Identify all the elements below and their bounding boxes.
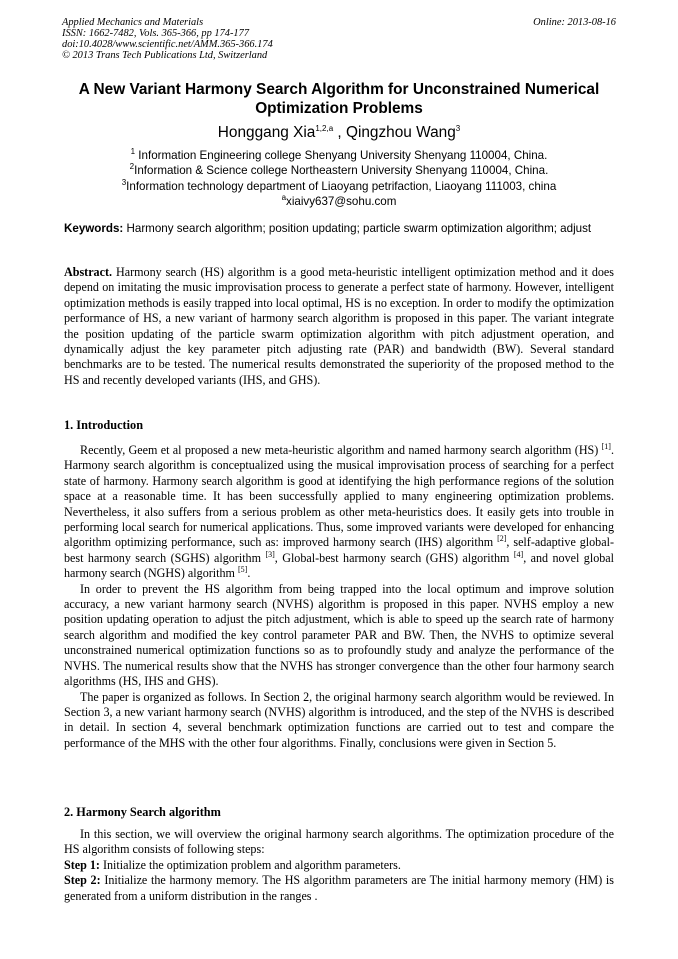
email-mark: a bbox=[281, 193, 287, 203]
keywords-text: Harmony search algorithm; position updating; particle swarm optimization algorithm; adjust bbox=[123, 222, 592, 235]
author-2: Qingzhou Wang bbox=[345, 124, 456, 141]
affiliation-2-text: Information & Science college Northeastern University Shenyang 110004, China. bbox=[134, 164, 549, 178]
citation-3: [3] bbox=[265, 549, 275, 559]
email-text: xiaivy637@sohu.com bbox=[286, 194, 397, 208]
paper-title: A New Variant Harmony Search Algorithm for Unconstrained Numerical Optimization Problems bbox=[78, 81, 600, 117]
intro-p1-text-b: . Harmony search algorithm is conceptualized using the musical improvisation process of searching for a perfect state of harmony. Harmony search algorithm is good at identifying the high performance regions of the solution space at a reasonable time. It has been successfully applied to many engineering optimization problems. Nevertheless, it also suffers from a serious problem as other meta-heuristics does. It easily gets into trouble in performing local search for numerical applications. Thus, some improved variants were developed for enhancing algorithm optimizing performance, such as: improved harmony search (IHS) algorithm bbox=[64, 443, 614, 550]
author-separator: , bbox=[333, 124, 346, 141]
intro-paragraph-1 bbox=[64, 443, 614, 582]
abstract-text: Harmony search (HS) algorithm is a good meta-heuristic intelligent optimization method and it does depend on imitating the music improvisation process to generate a perfect state of harmony. However, intelligent optimization methods is easily trapped into local optimal, HS is no exception. In order to modify the optimization performance of HS, a new variant of harmony search algorithm is proposed in this paper. The variant integrate the position updating of the particle swarm optimization algorithm with pitch adjustment operation, and dynamically adjust the key parameter pitch adjusting rate (PAR) and bandwidth (BW). Several standard benchmarks are to be tested. The numerical results demonstrated the superiority of the proposed method to the HS and recently developed variants (IHS, and GHS). bbox=[64, 265, 614, 387]
affiliation-1 bbox=[40, 148, 638, 163]
step-1-label: Step 1: bbox=[64, 857, 100, 872]
issn-line: ISSN: 1662-7482, Vols. 365-366, pp 174-177 bbox=[62, 28, 250, 39]
citation-1: [1] bbox=[601, 441, 611, 451]
author-line bbox=[40, 123, 638, 142]
online-date: Online: 2013-08-16 bbox=[533, 17, 616, 28]
affiliation-2-mark: 2 bbox=[129, 162, 135, 172]
hs-paragraph-1: In this section, we will overview the original harmony search algorithms. The optimization procedure of the HS algorithm consists of following steps: bbox=[64, 827, 614, 857]
intro-p1-text-a: Recently, Geem et al proposed a new meta-heuristic algorithm and named harmony search algorithm (HS) bbox=[80, 443, 602, 457]
copyright-line: © 2013 Trans Tech Publications Ltd, Switzerland bbox=[62, 50, 268, 61]
author-2-affil: 3 bbox=[455, 123, 461, 133]
author-email bbox=[40, 194, 638, 209]
author-1-affil: 1,2,a bbox=[315, 123, 334, 133]
keywords-label: Keywords: bbox=[64, 222, 124, 235]
step-2-label: Step 2: bbox=[64, 873, 101, 888]
affiliation-1-text: Information Engineering college Shenyang University Shenyang 110004, China. bbox=[135, 149, 548, 162]
intro-p1-text-f: . bbox=[247, 566, 251, 581]
doi-line: doi:10.4028/www.scientific.net/AMM.365-366.174 bbox=[62, 39, 273, 50]
affiliation-3-text: Information technology department of Liaoyang petrifaction, Liaoyang 111003, china bbox=[126, 179, 557, 193]
section-1-body bbox=[64, 443, 614, 751]
affiliation-2 bbox=[40, 163, 638, 178]
step-1-text: Initialize the optimization problem and algorithm parameters. bbox=[99, 857, 401, 872]
affiliation-3 bbox=[40, 179, 638, 194]
journal-name: Applied Mechanics and Materials bbox=[62, 17, 204, 28]
author-1: Honggang Xia bbox=[217, 124, 316, 141]
keywords bbox=[64, 222, 614, 237]
step-2-text: Initialize the harmony memory. The HS algorithm parameters are The initial harmony memory (HM) is generated from a uniform distribution in the ranges . bbox=[64, 873, 614, 903]
section-2-body bbox=[64, 827, 614, 904]
step-1 bbox=[64, 858, 614, 873]
intro-paragraph-2: In order to prevent the HS algorithm from being trapped into the local optimum and improve solution accuracy, a new variant harmony search (NVHS) algorithm is proposed in this paper. NVHS employ a new position updating operation to adjust the pitch adjustment, which is able to speed up the search rate of harmony search algorithm and modified the key control parameter PAR and BW. Then, the NVHS to optimize several unconstrained numerical optimization functions so as to profoundly study and analyze the performance of the NVHS. The numerical results show that the NVHS has stronger convergence than the other four harmony search algorithms (HS, IHS and GHS). bbox=[64, 581, 614, 689]
intro-p1-text-c: , self-adaptive global-best harmony search (SGHS) algorithm bbox=[64, 535, 614, 565]
abstract-label: Abstract. bbox=[64, 265, 113, 279]
intro-paragraph-3: The paper is organized as follows. In Section 2, the original harmony search algorithm would be reviewed. In Section 3, a new variant harmony search (NVHS) algorithm is introduced, and the step of the NVHS is described in detail. In section 4, several benchmark optimization functions are carried out to test and compare the performance of the MHS with the other four algorithms. Finally, conclusions were given in Section 5. bbox=[64, 689, 614, 750]
citation-5: [5] bbox=[237, 565, 248, 575]
affiliations bbox=[40, 148, 638, 209]
abstract bbox=[64, 265, 614, 388]
citation-2: [2] bbox=[497, 534, 507, 544]
affiliation-3-mark: 3 bbox=[121, 177, 127, 187]
citation-4: [4] bbox=[513, 549, 524, 559]
intro-p1-text-d: , Global-best harmony search (GHS) algorithm bbox=[274, 550, 514, 565]
section-1-heading: 1. Introduction bbox=[64, 418, 144, 432]
affiliation-1-mark: 1 bbox=[130, 147, 136, 157]
intro-p1-text-e: , and novel global harmony search (NGHS) algorithm bbox=[64, 550, 615, 581]
step-2 bbox=[64, 873, 614, 904]
section-2-heading: 2. Harmony Search algorithm bbox=[64, 805, 221, 819]
